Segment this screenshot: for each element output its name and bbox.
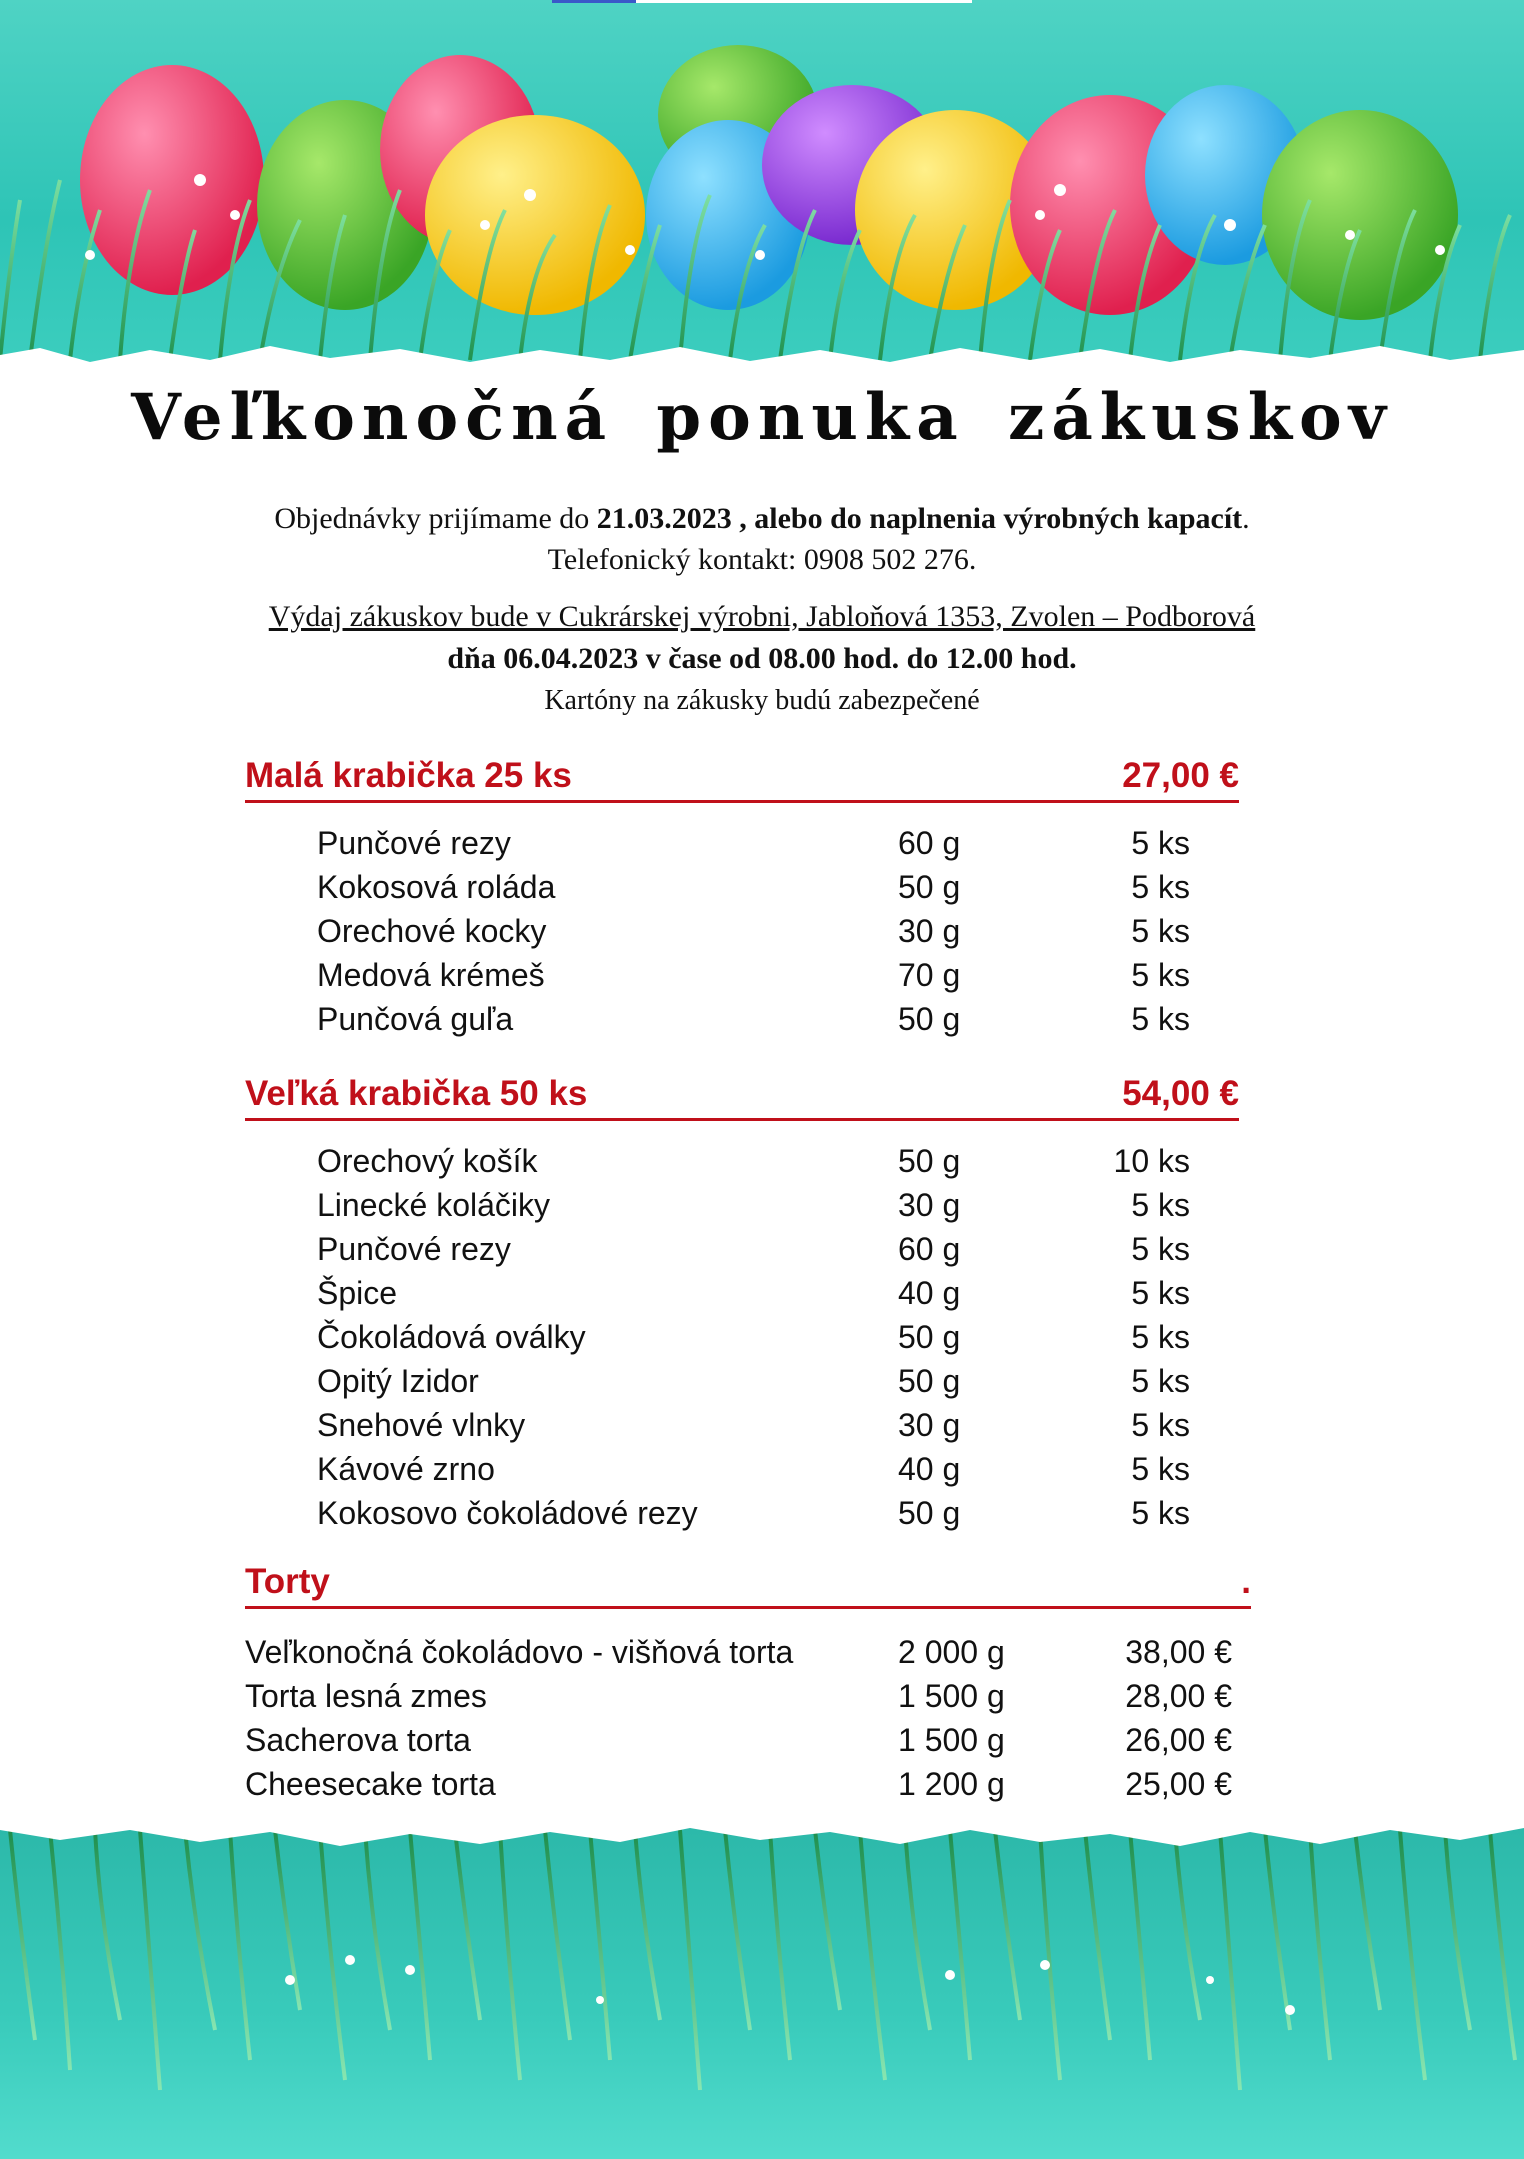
item-weight: 30 g (898, 1407, 961, 1443)
item-qty: 5 ks (1131, 1495, 1190, 1531)
item-name: Punčová guľa (317, 1001, 514, 1037)
small-box-price: 27,00 € (1122, 756, 1239, 795)
boxes-note: Kartóny na zákusky budú zabezpečené (544, 685, 980, 716)
page-title: Veľkonočná ponuka zákuskov (131, 380, 1393, 455)
list-item (0, 1766, 1524, 1810)
item-qty: 5 ks (1131, 1363, 1190, 1399)
large-box-heading (245, 1070, 1239, 1121)
bottom-grass-banner (0, 1810, 1524, 2159)
item-qty: 5 ks (1131, 1407, 1190, 1443)
cakes-trail: . (1241, 1562, 1251, 1601)
cake-price: 28,00 € (1125, 1678, 1232, 1714)
list-item (0, 1143, 1524, 1187)
order-deadline-label: Objednávky prijímame do (274, 502, 590, 535)
list-item (0, 1275, 1524, 1319)
item-name: Špice (317, 1275, 398, 1311)
list-item (0, 1187, 1524, 1231)
list-item (0, 1407, 1524, 1451)
item-name: Punčové rezy (317, 825, 511, 861)
item-name: Opitý Izidor (317, 1363, 479, 1399)
list-item (0, 1722, 1524, 1766)
small-box-heading (245, 752, 1239, 803)
small-box-name: Malá krabička 25 ks (245, 756, 572, 795)
list-item (0, 1363, 1524, 1407)
item-qty: 5 ks (1131, 1319, 1190, 1355)
cakes-name: Torty (245, 1562, 330, 1601)
cake-price: 26,00 € (1125, 1722, 1232, 1758)
list-item (0, 957, 1524, 1001)
item-name: Čokoládová oválky (317, 1319, 586, 1355)
large-box-name: Veľká krabička 50 ks (245, 1074, 588, 1113)
list-item (0, 1678, 1524, 1722)
cake-price: 25,00 € (1125, 1766, 1232, 1802)
cake-price: 38,00 € (1125, 1634, 1232, 1670)
list-item (0, 1319, 1524, 1363)
cake-name: Cheesecake torta (245, 1766, 496, 1802)
item-name: Orechové kocky (317, 913, 547, 949)
item-qty: 5 ks (1131, 1275, 1190, 1311)
item-name: Snehové vlnky (317, 1407, 526, 1443)
pickup-location-line: Výdaj zákuskov bude v Cukrárskej výrobni, Jabloňová 1353, Zvolen – Podborová (268, 600, 1256, 633)
cake-weight: 1 500 g (898, 1722, 1005, 1758)
item-name: Kokosovo čokoládové rezy (317, 1495, 698, 1531)
item-qty: 5 ks (1131, 1451, 1190, 1487)
large-box-price: 54,00 € (1122, 1074, 1239, 1113)
item-name: Linecké koláčiky (317, 1187, 550, 1223)
item-weight: 60 g (898, 1231, 961, 1267)
item-weight: 30 g (898, 913, 961, 949)
list-item (0, 1634, 1524, 1678)
item-qty: 5 ks (1131, 1001, 1190, 1037)
list-item (0, 869, 1524, 913)
item-weight: 50 g (898, 1143, 961, 1179)
list-item (0, 1451, 1524, 1495)
cake-weight: 1 500 g (898, 1678, 1005, 1714)
list-item (0, 1001, 1524, 1045)
item-qty: 5 ks (1131, 913, 1190, 949)
phone-contact-line: Telefonický kontakt: 0908 502 276. (547, 543, 977, 576)
item-name: Orechový košík (317, 1143, 538, 1179)
item-name: Punčové rezy (317, 1231, 511, 1267)
order-deadline-end: . (1242, 502, 1250, 535)
cake-weight: 1 200 g (898, 1766, 1005, 1802)
list-item (0, 1231, 1524, 1275)
item-qty: 5 ks (1131, 957, 1190, 993)
item-weight: 50 g (898, 869, 961, 905)
item-qty: 5 ks (1131, 869, 1190, 905)
item-weight: 40 g (898, 1451, 961, 1487)
cake-name: Sacherova torta (245, 1722, 471, 1758)
top-edge-blue-strip (552, 0, 636, 3)
item-name: Kokosová roláda (317, 869, 556, 905)
pickup-time-line (0, 642, 1524, 676)
item-qty: 10 ks (1113, 1143, 1190, 1179)
order-deadline-line (0, 502, 1524, 536)
cake-name: Veľkonočná čokoládovo - višňová torta (245, 1634, 794, 1670)
item-name: Medová krémeš (317, 957, 545, 993)
item-weight: 50 g (898, 1001, 961, 1037)
cake-name: Torta lesná zmes (245, 1678, 487, 1714)
item-name: Kávové zrno (317, 1451, 495, 1487)
easter-eggs-grass-illustration (0, 0, 1524, 400)
item-weight: 50 g (898, 1495, 961, 1531)
cake-weight: 2 000 g (898, 1634, 1005, 1670)
pickup-time-value: 06.04.2023 v čase od 08.00 hod. do 12.00 hod. (503, 642, 1077, 675)
item-weight: 40 g (898, 1275, 961, 1311)
order-deadline-date: 21.03.2023 , alebo do naplnenia výrobných kapacít (596, 502, 1243, 535)
pickup-time-prefix: dňa (447, 642, 496, 675)
item-weight: 50 g (898, 1319, 961, 1355)
item-weight: 50 g (898, 1363, 961, 1399)
item-weight: 30 g (898, 1187, 961, 1223)
item-weight: 60 g (898, 825, 961, 861)
item-qty: 5 ks (1131, 1231, 1190, 1267)
item-qty: 5 ks (1131, 825, 1190, 861)
top-easter-banner (0, 0, 1524, 400)
list-item (0, 913, 1524, 957)
list-item (0, 1495, 1524, 1539)
list-item (0, 825, 1524, 869)
cakes-heading (245, 1558, 1251, 1609)
item-qty: 5 ks (1131, 1187, 1190, 1223)
item-weight: 70 g (898, 957, 961, 993)
grass-illustration (0, 1810, 1524, 2159)
